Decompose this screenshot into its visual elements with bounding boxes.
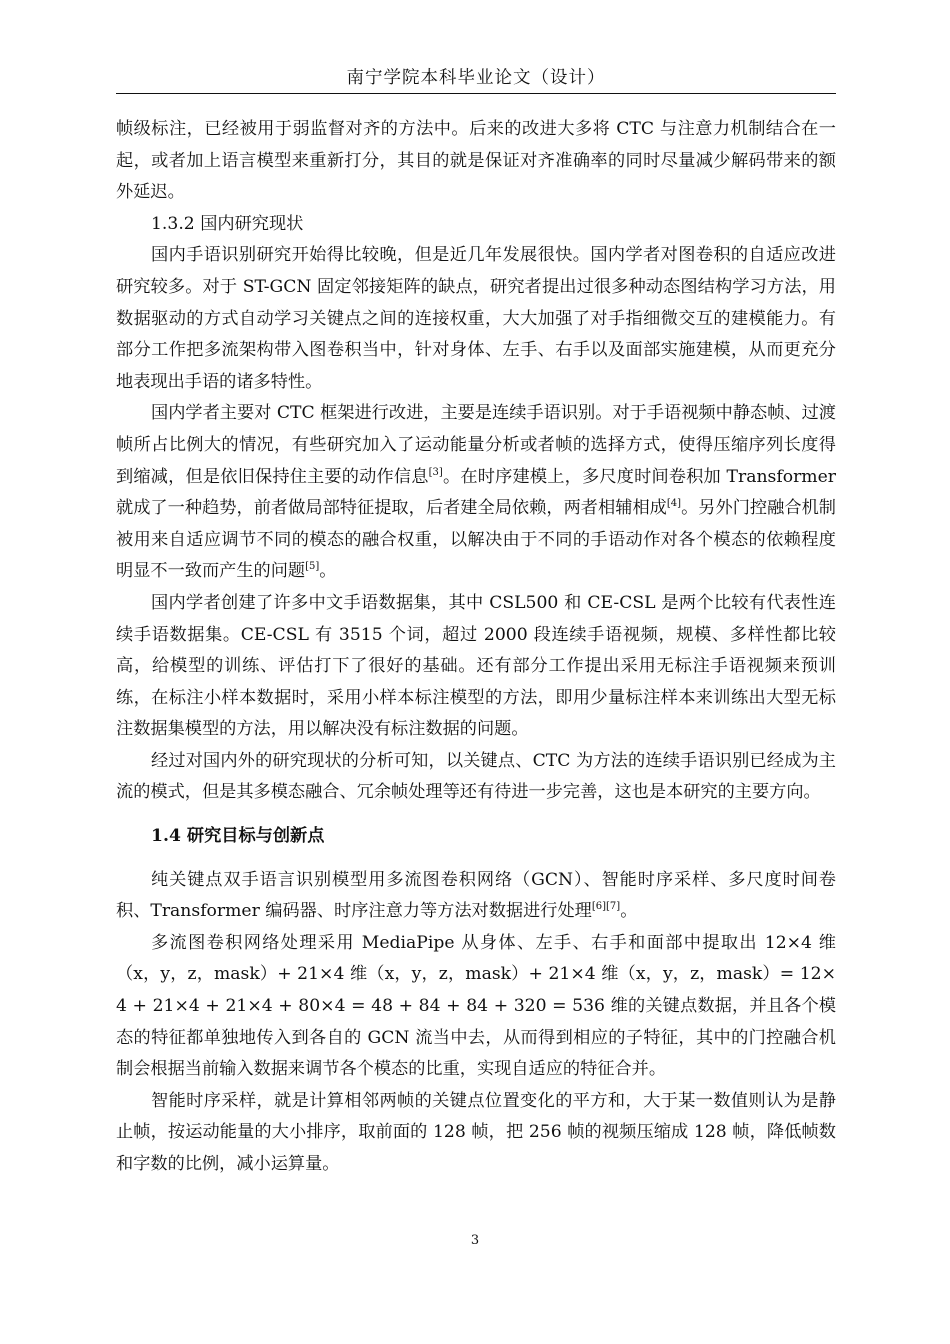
- paragraph-ctc-improvements: [116, 398, 836, 588]
- text-span: 。: [620, 901, 638, 922]
- subsection-heading: 1.3.2 国内研究现状: [151, 213, 304, 234]
- page-number: 3: [470, 1233, 480, 1248]
- page-body: [116, 114, 836, 1181]
- paragraph-domestic-research: 国内手语识别研究开始得比较晚，但是近几年发展很快。国内学者对图卷积的自适应改进研究较多。对于 ST-GCN 固定邻接矩阵的缺点，研究者提出过很多种动态图结构学习方法，用数据驱动的方式自动学习关键点之间的连接权重，大大加强了对手指细微交互的建模能力。有部分工作把多流架构带入图卷积当中，针对身体、左手、右手以及面部实施建模，从而更充分地表现出手语的诸多特性。: [116, 245, 836, 392]
- text-span: 。另外门控融合机制被用来自适应调节不同的模态的融合权重，以解决由于不同的手语动作对各个模态的依赖程度明显不一致而产生的问题: [116, 498, 836, 582]
- section-heading: 1.4 研究目标与创新点: [151, 826, 325, 847]
- text-span: 纯关键点双手语言识别模型用多流图卷积网络（GCN）、智能时序采样、多尺度时间卷积、Transformer 编码器、时序注意力等方法对数据进行处理: [116, 869, 836, 922]
- text-span: 国内学者主要对 CTC 框架进行改进，主要是连续手语识别。对于手语视频中静态帧、过渡帧所占比例大的情况，有些研究加入了运动能量分析或者帧的选择方式，使得压缩序列长度得到缩减，但是依旧保持住主要的动作信息: [116, 403, 836, 487]
- paragraph-datasets: 国内学者创建了许多中文手语数据集，其中 CSL500 和 CE-CSL 是两个比较有代表性连续手语数据集。CE-CSL 有 3515 个词，超过 2000 段连续手语视频，规模、多样性都比较高，给模型的训练、评估打下了很好的基础。还有部分工作提出采用无标注手语视频来预训练，在标注小样本数据时，采用小样本标注模型的方法，即用少量标注样本来训练出大型无标注数据集模型的方法，用以解决没有标注数据的问题。: [116, 592, 836, 740]
- paragraph-continued: 帧级标注，已经被用于弱监督对齐的方法中。后来的改进大多将 CTC 与注意力机制结合在一起，或者加上语言模型来重新打分，其目的就是保证对齐准确率的同时尽量减少解码带来的额外延迟。: [116, 119, 836, 203]
- paragraph-multistream-gcn: 多流图卷积网络处理采用 MediaPipe 从身体、左手、右手和面部中提取出 12×4 维（x，y，z，mask）+ 21×4 维（x，y，z，mask）+ 21×4 维（x，y，z，mask）= 12×4 + 21×4 + 21×4 + 80×4 = 48 + 84 + 84 + 320 = 536 维的关键点数据，并且各个模态的特征都单独地传入到各自的 GCN 流当中去，从而得到相应的子特征，其中的门控融合机制会根据当前输入数据来调节各个模态的比重，实现自适应的特征合并。: [116, 932, 836, 1080]
- header-rule: [116, 93, 836, 94]
- paragraph-summary: 经过对国内外的研究现状的分析可知，以关键点、CTC 为方法的连续手语识别已经成为主流的模式，但是其多模态融合、冗余帧处理等还有待进一步完善，这也是本研究的主要方向。: [116, 750, 836, 803]
- citation-ref-4: [4]: [666, 498, 682, 510]
- paragraph-research-goal: [116, 865, 836, 928]
- citation-ref-6-7: [6][7]: [591, 901, 621, 913]
- paragraph-temporal-sampling: 智能时序采样，就是计算相邻两帧的关键点位置变化的平方和，大于某一数值则认为是静止帧，按运动能量的大小排序，取前面的 128 帧，把 256 帧的视频压缩成 128 帧，降低帧数和字数的比例，减小运算量。: [116, 1090, 836, 1174]
- text-span: 。: [319, 561, 337, 582]
- citation-ref-5: [5]: [305, 561, 320, 573]
- citation-ref-3: [3]: [428, 466, 443, 478]
- text-span: 。在时序建模上，多尺度时间卷积加 Transformer 就成了一种趋势，前者做局部特征提取，后者建全局依赖，两者相辅相成: [116, 466, 836, 519]
- running-header: 南宁学院本科毕业论文（设计）: [346, 68, 606, 88]
